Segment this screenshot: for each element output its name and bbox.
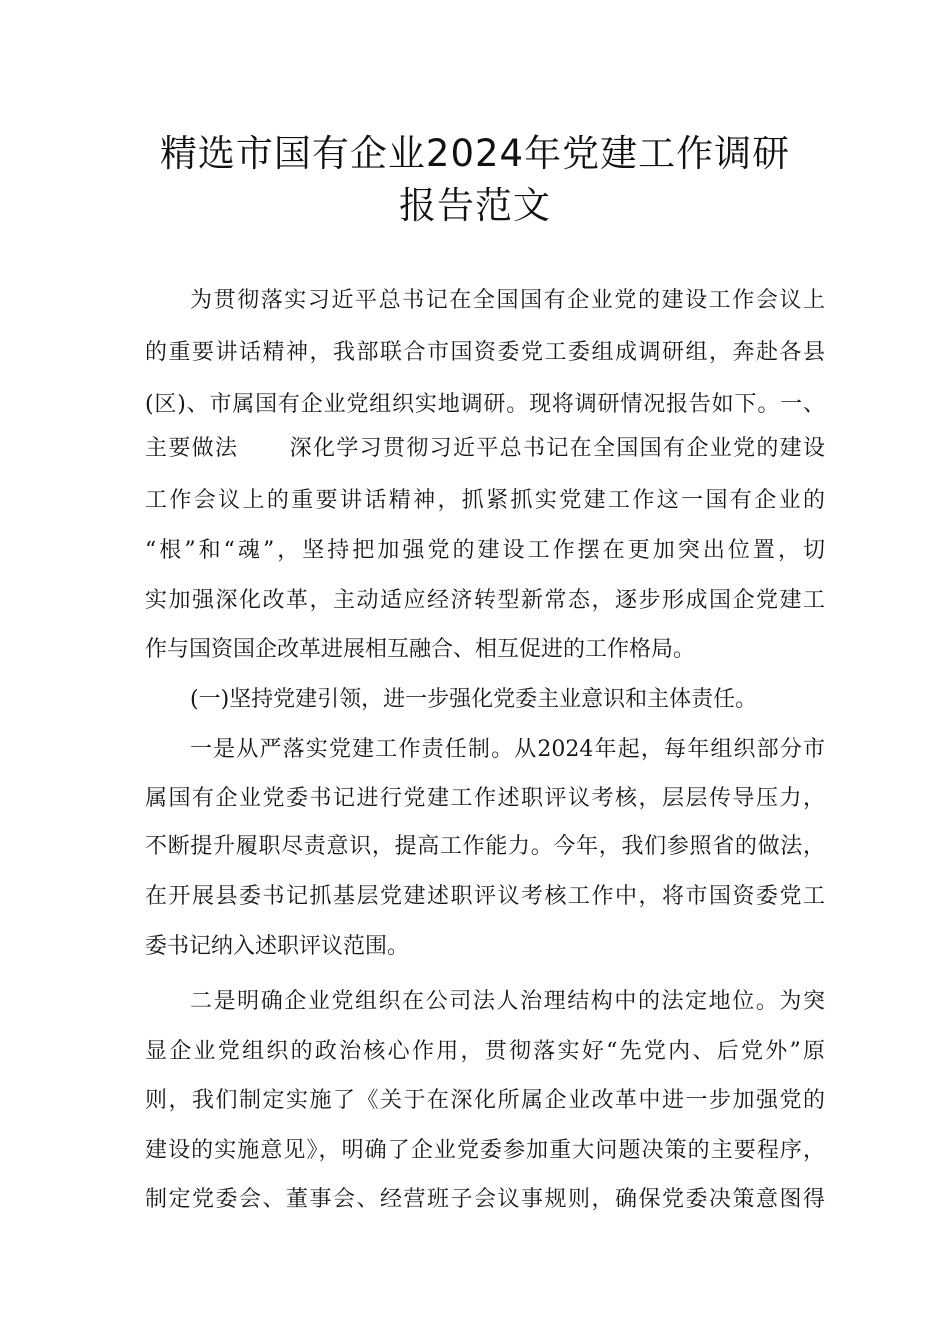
paragraph-line: 属国有企业党委书记进行党建工作述职评议考核，层层传导压力，: [145, 786, 825, 811]
paragraph-line: 为贯彻落实习近平总书记在全国国有企业党的建设工作会议上: [190, 288, 825, 313]
paragraph-line: 作与国资国企改革进展相互融合、相互促进的工作格局。: [145, 637, 696, 662]
paragraph-text: 深化学习贯彻习近平总书记在全国国有企业党的建设: [288, 436, 825, 461]
paragraph-line: 委书记纳入述职评议范围。: [145, 934, 410, 959]
paragraph-line: 不断提升履职尽责意识，提高工作能力。今年，我们参照省的做法，: [145, 834, 825, 859]
paragraph-line: 的重要讲话精神，我部联合市国资委党工委组成调研组，奔赴各县: [145, 340, 825, 365]
paragraph-line: 制定党委会、董事会、经营班子会议事规则，确保党委决策意图得: [145, 1187, 825, 1212]
paragraph-line: 则，我们制定实施了《关于在深化所属企业改革中进一步加强党的: [145, 1088, 825, 1113]
section-heading-text: 主要做法: [145, 436, 239, 461]
paragraph-line: 建设的实施意见》，明确了企业党委参加重大问题决策的主要程序，: [145, 1138, 825, 1163]
document-title-line-1: 精选市国有企业2024年党建工作调研: [159, 132, 791, 175]
paragraph-line: 在开展县委书记抓基层党建述职评议考核工作中，将市国资委党工: [145, 884, 825, 909]
paragraph-line: “根”和“魂”，坚持把加强党的建设工作摆在更加突出位置，切: [145, 538, 825, 563]
paragraph-line: 二是明确企业党组织在公司法人治理结构中的法定地位。为突: [190, 989, 825, 1014]
paragraph-line-mixed: [145, 432, 825, 466]
subheading-line: (一)坚持党建引领，进一步强化党委主业意识和主体责任。: [190, 687, 758, 712]
paragraph-line: (区)、市属国有企业党组织实地调研。现将调研情况报告如下。一、: [145, 392, 825, 417]
paragraph-line: 显企业党组织的政治核心作用，贯彻落实好“先党内、后党外”原: [145, 1039, 825, 1064]
paragraph-line: 实加强深化改革，主动适应经济转型新常态，逐步形成国企党建工: [145, 588, 825, 613]
document-title-line-2: 报告范文: [399, 184, 551, 227]
paragraph-line: 一是从严落实党建工作责任制。从2024年起，每年组织部分市: [190, 737, 825, 762]
paragraph-line: 工作会议上的重要讲话精神，抓紧抓实党建工作这一国有企业的: [145, 488, 825, 513]
